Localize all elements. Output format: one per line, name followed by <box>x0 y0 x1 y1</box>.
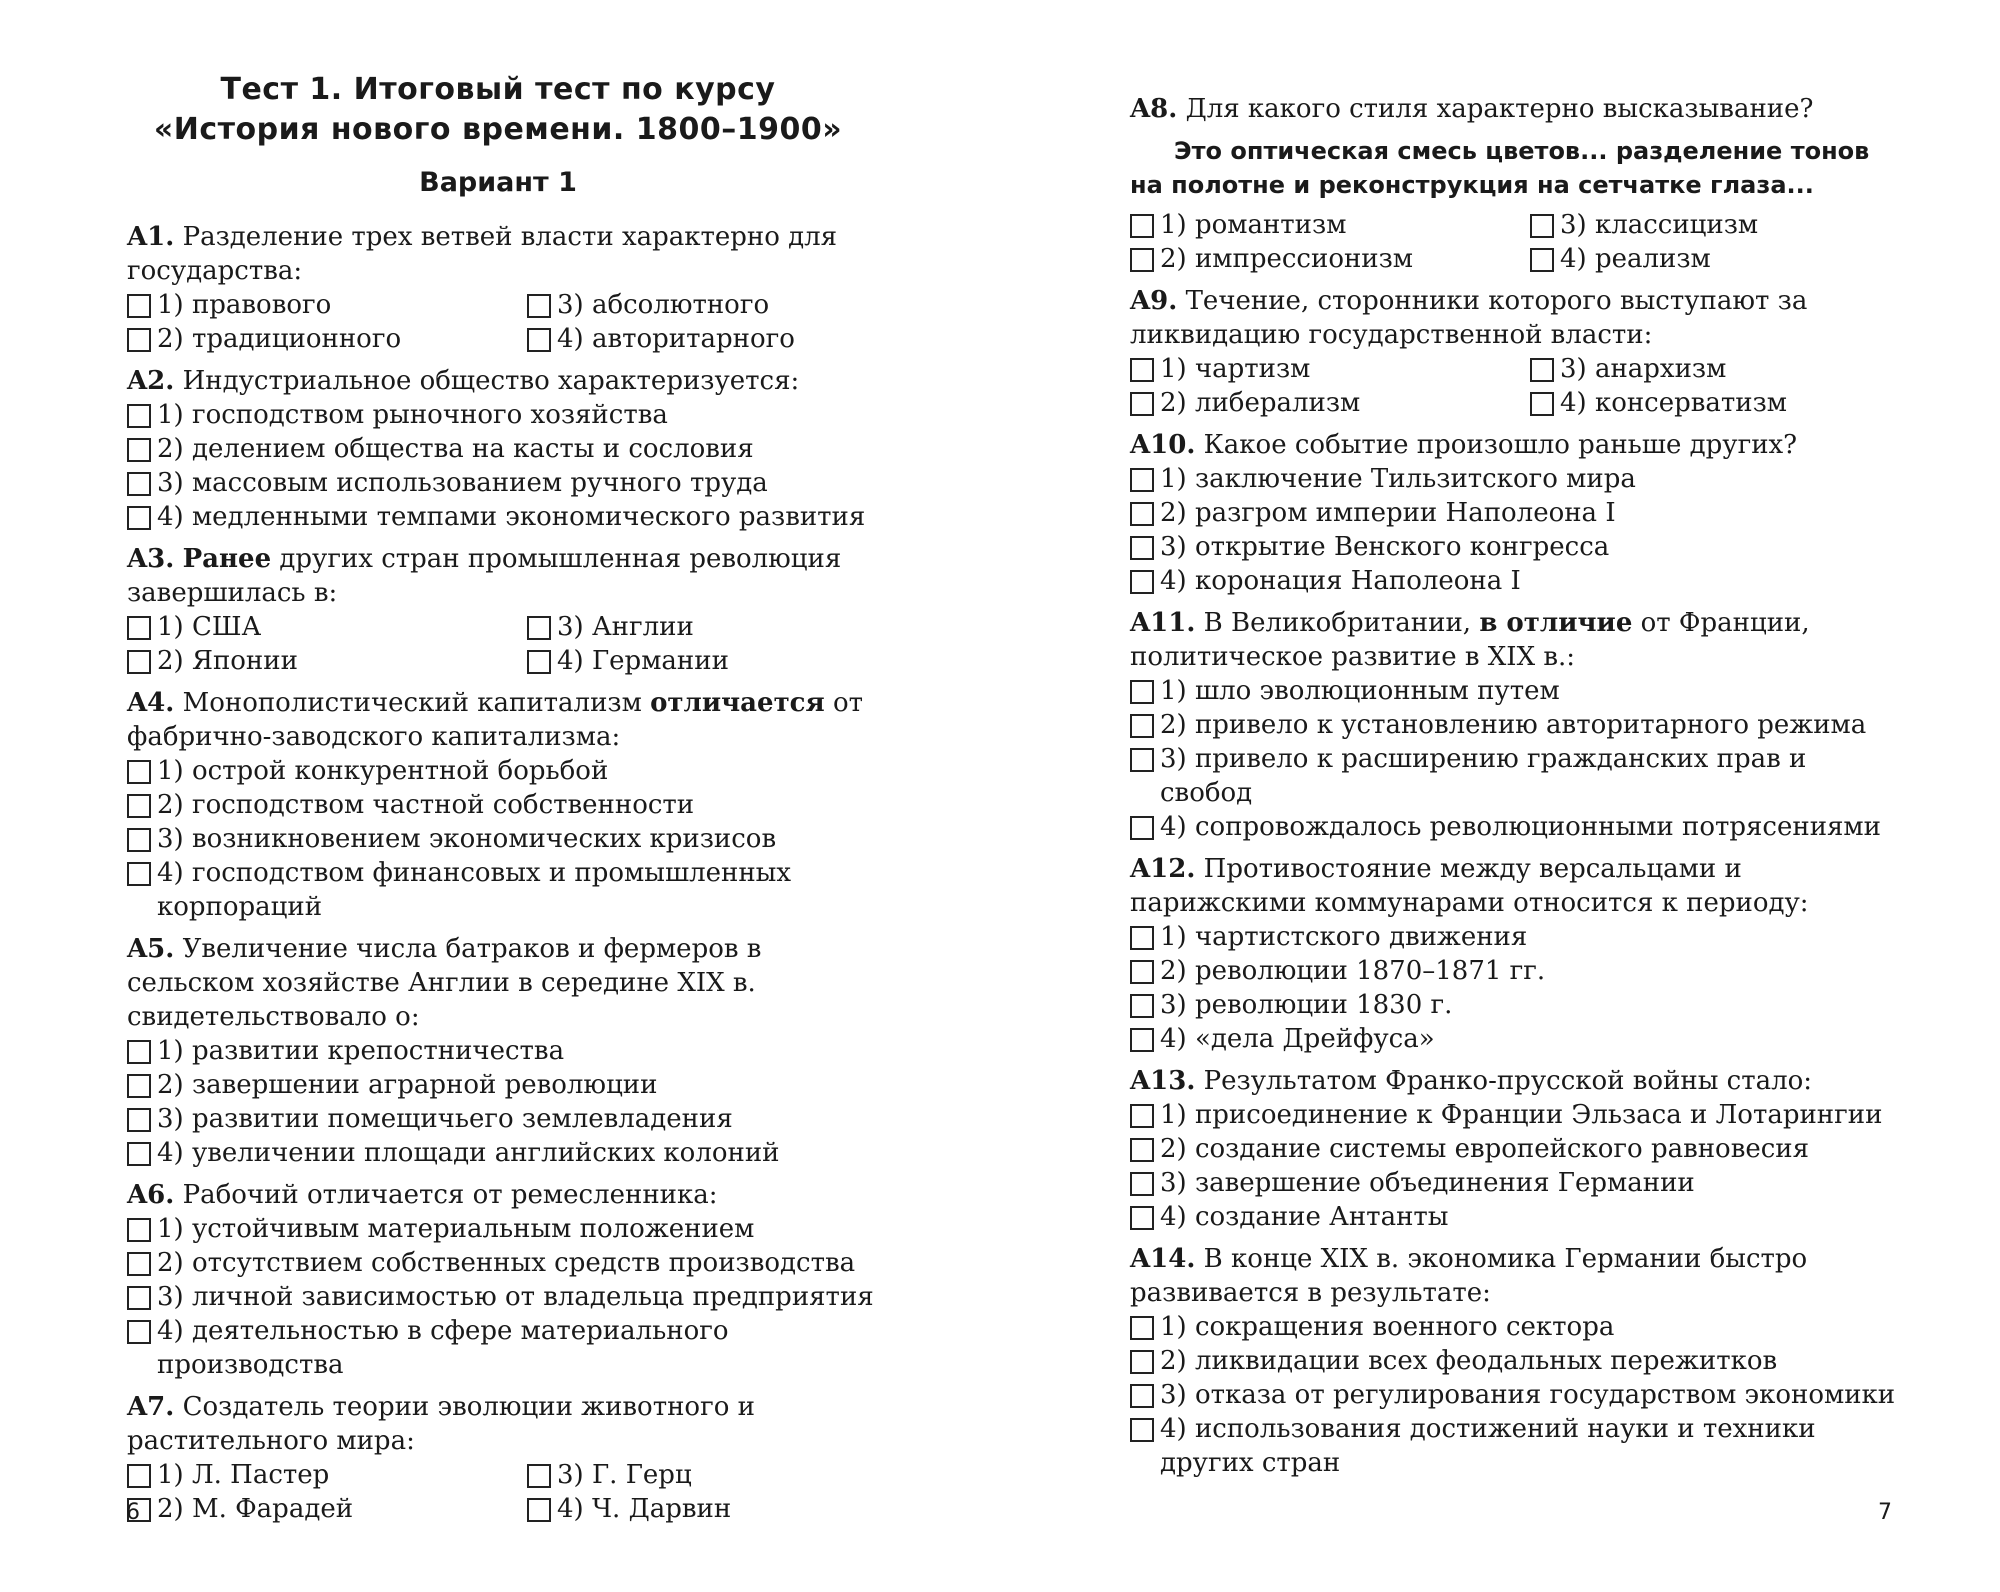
answer-option[interactable] <box>527 610 887 644</box>
checkbox[interactable] <box>127 794 151 818</box>
question-body: Течение, сторонники которого выступают за ликвидацию государственной власти: <box>1130 286 1808 350</box>
option-label: 4) сопровождалось революционными потрясениями <box>1160 812 1881 842</box>
question-number: A13. <box>1130 1066 1196 1096</box>
answer-option[interactable] <box>1130 1098 1905 1132</box>
answer-option[interactable] <box>1530 208 1890 242</box>
checkbox[interactable] <box>1130 1138 1154 1162</box>
answer-option[interactable] <box>1130 352 1530 386</box>
option-label: 3) привело к расширению гражданских прав и свобод <box>1160 744 1807 808</box>
question-a7 <box>127 1390 887 1526</box>
answer-option[interactable] <box>127 1068 887 1102</box>
answer-option[interactable] <box>127 1102 887 1136</box>
question-text <box>1130 1064 1905 1098</box>
question-a5 <box>127 932 887 1170</box>
option-label: 4) коронация Наполеона I <box>1160 566 1521 596</box>
answer-option[interactable] <box>1130 674 1905 708</box>
checkbox[interactable] <box>127 328 151 352</box>
question-number: A1. <box>127 222 175 252</box>
option-label: 1) господством рыночного хозяйства <box>157 400 668 430</box>
question-number: A5. <box>127 934 175 964</box>
option-label: 1) заключение Тильзитского мира <box>1160 464 1636 494</box>
checkbox[interactable] <box>127 1320 151 1344</box>
page-number: 7 <box>1878 1500 1892 1525</box>
answer-option[interactable] <box>1130 462 1905 496</box>
answer-option[interactable] <box>1130 242 1530 276</box>
answer-option[interactable] <box>127 1458 527 1492</box>
question-body: Увеличение числа батраков и фермеров в сельском хозяйстве Англии в середине XIX в. свидетельствовало о: <box>127 934 762 1032</box>
checkbox[interactable] <box>127 404 151 428</box>
checkbox[interactable] <box>127 1286 151 1310</box>
option-label: 2) отсутствием собственных средств производства <box>157 1248 856 1278</box>
question-a4 <box>127 686 887 924</box>
question-text <box>127 1390 887 1458</box>
question-body-rest: от фабрично-заводского капитализма: <box>127 688 864 752</box>
answer-options <box>127 1212 887 1382</box>
question-a11 <box>1130 606 1905 844</box>
answer-options <box>1130 352 1905 420</box>
checkbox[interactable] <box>1130 358 1154 382</box>
emphasis: отличается <box>650 688 825 718</box>
question-body: Разделение трех ветвей власти характерно для государства: <box>127 222 838 286</box>
question-text <box>127 932 887 1034</box>
quote-text: Это оптическая смесь цветов... разделение тонов на полотне и реконструкция на сетчатке глаза... <box>1130 137 1870 199</box>
question-text <box>127 542 887 610</box>
answer-option[interactable] <box>1130 1132 1905 1166</box>
page-number: 6 <box>126 1500 140 1525</box>
answer-option[interactable] <box>527 1458 887 1492</box>
answer-options <box>1130 920 1905 1056</box>
question-body: Противостояние между версальцами и парижскими коммунарами относится к периоду: <box>1130 854 1809 918</box>
question-number: A9. <box>1130 286 1178 316</box>
answer-option[interactable] <box>527 644 887 678</box>
question-body: В Великобритании, <box>1195 608 1480 638</box>
option-label: 3) открытие Венского конгресса <box>1160 532 1610 562</box>
checkbox[interactable] <box>527 616 551 640</box>
question-number: A4. <box>127 688 175 718</box>
checkbox[interactable] <box>1130 1350 1154 1374</box>
option-label: 4) увеличении площади английских колоний <box>157 1138 780 1168</box>
option-label: 1) устойчивым материальным положением <box>157 1214 755 1244</box>
option-label: 4) реализм <box>1560 244 1711 274</box>
option-label: 3) Англии <box>557 612 694 642</box>
answer-option[interactable] <box>527 288 887 322</box>
question-body: Монополистический капитализм <box>174 688 651 718</box>
answer-option[interactable] <box>1130 1310 1905 1344</box>
option-label: 3) завершение объединения Германии <box>1160 1168 1695 1198</box>
checkbox[interactable] <box>1130 1384 1154 1408</box>
question-number: A6. <box>127 1180 175 1210</box>
question-body: Какое событие произошло раньше других? <box>1195 430 1798 460</box>
checkbox[interactable] <box>1130 536 1154 560</box>
checkbox[interactable] <box>1530 358 1554 382</box>
checkbox[interactable] <box>127 472 151 496</box>
answer-options <box>127 288 887 356</box>
checkbox[interactable] <box>1130 714 1154 738</box>
emphasis: Ранее <box>182 544 272 574</box>
question-body-rest: других стран промышленная революция завершилась в: <box>127 544 842 608</box>
option-label: 3) анархизм <box>1560 354 1727 384</box>
answer-options <box>127 398 887 534</box>
answer-option[interactable] <box>127 1280 887 1314</box>
answer-option[interactable] <box>127 466 887 500</box>
checkbox[interactable] <box>1130 1206 1154 1230</box>
answer-option[interactable] <box>1530 352 1890 386</box>
option-label: 3) личной зависимостью от владельца предприятия <box>157 1282 874 1312</box>
question-body <box>174 544 182 574</box>
test-title <box>128 70 868 150</box>
checkbox[interactable] <box>1130 748 1154 772</box>
question-a9 <box>1130 284 1905 420</box>
option-label: 1) развитии крепостничества <box>157 1036 565 1066</box>
option-label: 2) М. Фарадей <box>157 1494 354 1524</box>
option-label: 3) возникновением экономических кризисов <box>157 824 777 854</box>
checkbox[interactable] <box>127 1074 151 1098</box>
checkbox[interactable] <box>1130 1104 1154 1128</box>
question-text <box>127 364 887 398</box>
option-label: 4) Ч. Дарвин <box>557 1494 732 1524</box>
answer-option[interactable] <box>1130 1166 1905 1200</box>
checkbox[interactable] <box>127 438 151 462</box>
checkbox[interactable] <box>127 616 151 640</box>
checkbox[interactable] <box>127 828 151 852</box>
option-label: 4) создание Антанты <box>1160 1202 1449 1232</box>
checkbox[interactable] <box>1130 816 1154 840</box>
option-label: 2) ликвидации всех феодальных пережитков <box>1160 1346 1778 1376</box>
checkbox[interactable] <box>1130 1172 1154 1196</box>
checkbox[interactable] <box>1130 214 1154 238</box>
answer-option[interactable] <box>1530 386 1890 420</box>
answer-option[interactable] <box>527 1492 887 1526</box>
question-text <box>1130 606 1905 674</box>
option-label: 2) разгром империи Наполеона I <box>1160 498 1616 528</box>
option-label: 1) присоединение к Франции Эльзаса и Лотарингии <box>1160 1100 1883 1130</box>
option-label: 1) Л. Пастер <box>157 1460 330 1490</box>
question-a13 <box>1130 1064 1905 1234</box>
question-text <box>127 686 887 754</box>
option-label: 2) революции 1870–1871 гг. <box>1160 956 1546 986</box>
option-label: 3) Г. Герц <box>557 1460 692 1490</box>
answer-option[interactable] <box>127 1492 527 1526</box>
option-label: 4) деятельностью в сфере материального производства <box>157 1316 729 1380</box>
option-label: 1) сокращения военного сектора <box>1160 1312 1615 1342</box>
checkbox[interactable] <box>127 1040 151 1064</box>
option-label: 2) либерализм <box>1160 388 1361 418</box>
question-text <box>127 1178 887 1212</box>
variant-heading: Вариант 1 <box>419 167 577 198</box>
option-label: 2) создание системы европейского равновесия <box>1160 1134 1810 1164</box>
question-number: A10. <box>1130 430 1196 460</box>
checkbox[interactable] <box>1130 248 1154 272</box>
answer-option[interactable] <box>1130 564 1905 598</box>
answer-option[interactable] <box>127 1314 887 1382</box>
option-label: 3) классицизм <box>1560 210 1759 240</box>
checkbox[interactable] <box>1130 1028 1154 1052</box>
checkbox[interactable] <box>127 862 151 886</box>
checkbox[interactable] <box>1130 994 1154 1018</box>
answer-option[interactable] <box>127 644 527 678</box>
question-body: Индустриальное общество характеризуется: <box>174 366 800 396</box>
question-number: A11. <box>1130 608 1196 638</box>
answer-options <box>1130 208 1905 276</box>
question-body: В конце XIX в. экономика Германии быстро развивается в результате: <box>1130 1244 1808 1308</box>
question-a12 <box>1130 852 1905 1056</box>
checkbox[interactable] <box>1130 926 1154 950</box>
answer-option[interactable] <box>1530 242 1890 276</box>
checkbox[interactable] <box>1130 392 1154 416</box>
checkbox[interactable] <box>127 506 151 530</box>
answer-options <box>127 1458 887 1526</box>
question-a3 <box>127 542 887 678</box>
option-label: 2) привело к установлению авторитарного режима <box>1160 710 1867 740</box>
answer-options <box>1130 462 1905 598</box>
option-label: 4) Германии <box>557 646 729 676</box>
answer-option[interactable] <box>1130 1022 1905 1056</box>
question-text <box>1130 92 1905 126</box>
answer-option[interactable] <box>1130 810 1905 844</box>
question-a6 <box>127 1178 887 1382</box>
answer-options <box>127 754 887 924</box>
option-label: 1) чартистского движения <box>1160 922 1528 952</box>
option-label: 3) абсолютного <box>557 290 770 320</box>
checkbox[interactable] <box>527 1464 551 1488</box>
answer-option[interactable] <box>127 432 887 466</box>
question-a2 <box>127 364 887 534</box>
checkbox[interactable] <box>127 1252 151 1276</box>
question-a14 <box>1130 1242 1905 1480</box>
right-page <box>1000 0 2000 1592</box>
answer-option[interactable] <box>1130 1344 1905 1378</box>
question-text <box>1130 428 1905 462</box>
answer-option[interactable] <box>1130 1412 1905 1480</box>
checkbox[interactable] <box>527 294 551 318</box>
answer-option[interactable] <box>127 322 527 356</box>
emphasis: в отличие <box>1479 608 1633 638</box>
checkbox[interactable] <box>1130 468 1154 492</box>
checkbox[interactable] <box>527 1498 551 1522</box>
question-number: A2. <box>127 366 175 396</box>
question-number: A3. <box>127 544 175 574</box>
option-label: 1) острой конкурентной борьбой <box>157 756 609 786</box>
left-questions <box>127 220 887 1534</box>
option-label: 4) «дела Дрейфуса» <box>1160 1024 1435 1054</box>
title-line-1: Тест 1. Итоговый тест по курсу <box>220 72 776 107</box>
checkbox[interactable] <box>527 650 551 674</box>
checkbox[interactable] <box>1130 960 1154 984</box>
question-body: Рабочий отличается от ремесленника: <box>174 1180 718 1210</box>
checkbox[interactable] <box>127 650 151 674</box>
question-number: A7. <box>127 1392 175 1422</box>
answer-options <box>1130 1310 1905 1480</box>
question-text <box>1130 1242 1905 1310</box>
checkbox[interactable] <box>527 328 551 352</box>
checkbox[interactable] <box>1130 502 1154 526</box>
checkbox[interactable] <box>1130 1316 1154 1340</box>
option-label: 1) шло эволюционным путем <box>1160 676 1560 706</box>
question-text <box>127 220 887 288</box>
checkbox[interactable] <box>1530 248 1554 272</box>
checkbox[interactable] <box>127 294 151 318</box>
option-label: 3) развитии помещичьего землевладения <box>157 1104 733 1134</box>
answer-option[interactable] <box>1130 742 1905 810</box>
checkbox[interactable] <box>127 1142 151 1166</box>
title-line-2: «История нового времени. 1800–1900» <box>153 112 843 147</box>
option-label: 2) традиционного <box>157 324 402 354</box>
answer-options <box>127 610 887 678</box>
answer-option[interactable] <box>1130 530 1905 564</box>
checkbox[interactable] <box>127 1108 151 1132</box>
question-body: Для какого стиля характерно высказывание? <box>1177 94 1814 124</box>
answer-option[interactable] <box>527 322 887 356</box>
answer-option[interactable] <box>127 610 527 644</box>
answer-option[interactable] <box>127 1136 887 1170</box>
checkbox[interactable] <box>127 1218 151 1242</box>
answer-option[interactable] <box>1130 496 1905 530</box>
answer-options <box>1130 1098 1905 1234</box>
right-questions <box>1130 92 1905 1488</box>
question-body-rest: от Франции, политическое развитие в XIX в.: <box>1130 608 1810 672</box>
question-number: A14. <box>1130 1244 1196 1274</box>
answer-option[interactable] <box>127 822 887 856</box>
option-label: 1) правового <box>157 290 332 320</box>
answer-option[interactable] <box>127 788 887 822</box>
option-label: 4) использования достижений науки и техники других стран <box>1160 1414 1816 1478</box>
answer-option[interactable] <box>127 1246 887 1280</box>
question-number: A8. <box>1130 94 1178 124</box>
checkbox[interactable] <box>127 760 151 784</box>
answer-option[interactable] <box>127 856 887 924</box>
checkbox[interactable] <box>127 1464 151 1488</box>
option-label: 2) завершении аграрной революции <box>157 1070 658 1100</box>
answer-option[interactable] <box>1130 1200 1905 1234</box>
question-text <box>1130 284 1905 352</box>
option-label: 4) авторитарного <box>557 324 795 354</box>
option-label: 3) отказа от регулирования государством экономики <box>1160 1380 1896 1410</box>
question-a10 <box>1130 428 1905 598</box>
answer-option[interactable] <box>1130 988 1905 1022</box>
answer-option[interactable] <box>1130 708 1905 742</box>
checkbox[interactable] <box>1130 680 1154 704</box>
answer-option[interactable] <box>127 1034 887 1068</box>
question-a1 <box>127 220 887 356</box>
option-label: 2) делением общества на касты и сословия <box>157 434 754 464</box>
checkbox[interactable] <box>1530 392 1554 416</box>
checkbox[interactable] <box>1530 214 1554 238</box>
checkbox[interactable] <box>1130 1418 1154 1442</box>
answer-options <box>127 1034 887 1170</box>
answer-option[interactable] <box>1130 954 1905 988</box>
checkbox[interactable] <box>1130 570 1154 594</box>
option-label: 3) массовым использованием ручного труда <box>157 468 768 498</box>
question-text <box>1130 852 1905 920</box>
option-label: 4) консерватизм <box>1560 388 1788 418</box>
answer-option[interactable] <box>127 500 887 534</box>
question-number: A12. <box>1130 854 1196 884</box>
answer-option[interactable] <box>1130 1378 1905 1412</box>
option-label: 3) революции 1830 г. <box>1160 990 1453 1020</box>
option-label: 2) Японии <box>157 646 298 676</box>
answer-option[interactable] <box>1130 208 1530 242</box>
answer-option[interactable] <box>127 398 887 432</box>
option-label: 4) господством финансовых и промышленных корпораций <box>157 858 792 922</box>
question-a8 <box>1130 92 1905 276</box>
option-label: 2) импрессионизм <box>1160 244 1414 274</box>
answer-option[interactable] <box>127 754 887 788</box>
option-label: 1) США <box>157 612 262 642</box>
answer-options <box>1130 674 1905 844</box>
option-label: 1) чартизм <box>1160 354 1311 384</box>
answer-option[interactable] <box>127 288 527 322</box>
question-body: Результатом Франко-прусской войны стало: <box>1195 1066 1813 1096</box>
option-label: 1) романтизм <box>1160 210 1347 240</box>
answer-option[interactable] <box>1130 920 1905 954</box>
question-body: Создатель теории эволюции животного и растительного мира: <box>127 1392 755 1456</box>
answer-option[interactable] <box>1130 386 1530 420</box>
answer-option[interactable] <box>127 1212 887 1246</box>
option-label: 4) медленными темпами экономического развития <box>157 502 866 532</box>
option-label: 2) господством частной собственности <box>157 790 695 820</box>
